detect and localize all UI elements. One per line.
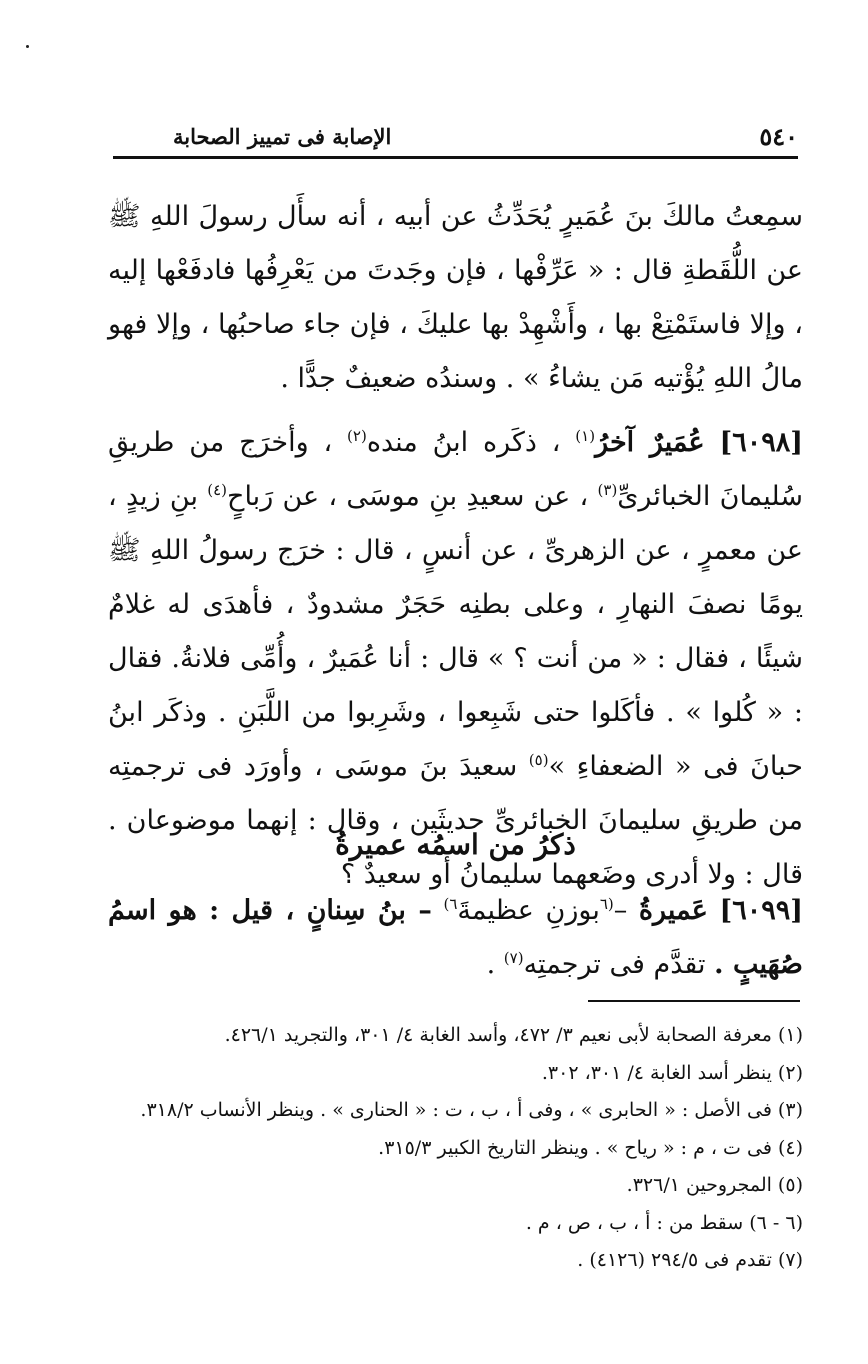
text-span: الخبائرىِّ: [617, 481, 711, 512]
entry-number: [٦٠٩٩]: [719, 895, 804, 926]
header-rule: [113, 156, 798, 159]
entry-name: عُمَيرٌ آخرُ: [595, 427, 705, 458]
footnote-ref[interactable]: (٦: [599, 895, 614, 913]
text-line: بها عليكَ ، فإن جاء صاحبُها ، وإلا فهو مالُ اللهِ يُؤْتيه مَن يشاءُ » . وسندُه: [108, 309, 803, 394]
text-line: قال : « عَرِّفْها ، فإن وجَدتَ من يَعْرِفُها فادفَعْها إليه ، وإلا فاستَمْتِعْ بها ، وأَشْهِدْ: [108, 255, 803, 340]
footnote-ref[interactable]: (٣): [597, 481, 618, 499]
text-span: وأُمِّى فلانةُ. فقال : « كُلوا » . فأكَلوا حتى شَبِعوا ، وشَرِبوا من اللَّبَنِ . وذكَر ابنُ: [108, 643, 803, 728]
text-span: حَجَرٌ مشدودٌ ، فأهدَى له غلامٌ شيئًا ، فقال : « من أنت ؟ » قال : أنا عُمَيرٌ ،: [108, 589, 804, 674]
footnote-2: (٢) ينظر أسد الغابة ٤/ ٣٠١، ٣٠٢.: [541, 1061, 803, 1084]
text-span: سعيدَ بنَ موسَى ، وأورَد فى ترجمتِه من طريقِ سليمانَ: [108, 751, 803, 836]
text-span: ، وأخرَج من طريقِ سُليمانَ: [108, 427, 803, 512]
footnote-ref[interactable]: (١): [575, 427, 596, 445]
footnote-4: (٤) فى ت ، م : « رياح » . وينظر التاريخ الكبير ٣١٥/٣.: [378, 1136, 803, 1159]
entry-6099: [108, 884, 803, 992]
text-span: ، عن سعيدِ بنِ موسَى ، عن رَباحٍ: [227, 481, 589, 512]
running-title: الإصابة فى تمييز الصحابة: [173, 123, 392, 149]
footnote-ref[interactable]: (٧): [503, 949, 524, 967]
main-text: [108, 190, 803, 902]
text-line: ضعيفٌ جدًّا .: [280, 363, 417, 394]
text-span: الزهرىِّ ، عن أنسٍ ، قال : خرَج رسولُ اللهِ ﷺ يومًا نصفَ النهارِ ، وعلى بطنِه: [108, 535, 803, 620]
text-span: ، ذكَره ابنُ منده: [366, 427, 561, 458]
text-span: – بنُ سِنانٍ ، قيل : هو اسمُ صُهَيبٍ .: [108, 895, 803, 980]
text-span: –: [613, 895, 628, 926]
text-span: بوزنِ عظيمةَ: [457, 895, 600, 926]
section-heading: ذكرُ من اسمُه عميرةُ: [335, 828, 576, 861]
footnote-ref[interactable]: ٦): [443, 895, 458, 913]
text-span: بنِ زيدٍ ، عن معمرٍ ، عن: [108, 481, 803, 566]
footnote-ref[interactable]: (٥): [528, 751, 549, 769]
entry-number: [٦٠٩٨]: [719, 427, 804, 458]
text-span: .: [486, 949, 496, 980]
text-span: حبانَ فى « الضعفاءِ »: [548, 751, 803, 782]
text-span: تقدَّم فى ترجمتِه: [523, 949, 706, 980]
text-span: الخبائرىِّ حديثَين ، وقال : إنهما موضوعان . قال : ولا أدرى وضَعهما سليمانُ: [108, 805, 803, 890]
footnote-separator: [588, 1000, 800, 1002]
paragraph-continuation: [108, 190, 803, 406]
footnotes: [108, 1017, 803, 1280]
entry-name: عَميرةُ: [638, 895, 708, 926]
footnote-ref[interactable]: (٢): [347, 427, 367, 445]
footnote-7: (٧) تقدم فى ٢٩٤/٥ (٤١٢٦) .: [577, 1249, 803, 1271]
text-line: سمِعتُ مالكَ بنَ عُمَيرٍ يُحَدِّثُ عن أبيه ، أنه سأَل رسولَ اللهِ ﷺ عن اللُّقَطةِ: [108, 201, 803, 286]
footnote-1: (١) معرفة الصحابة لأبى نعيم ٣/ ٤٧٢، وأسد الغابة ٤/ ٣٠١، والتجريد ٤٢٦/١.: [224, 1024, 803, 1046]
footnote-ref[interactable]: (٤): [207, 481, 228, 499]
page-number: ٥٤٠: [759, 121, 798, 151]
scan-speck: [26, 45, 29, 48]
footnote-6: (٦ - ٦) سقط من : أ ، ب ، ص ، م .: [525, 1211, 803, 1234]
footnote-3: (٣) فى الأصل : « الحابرى » ، وفى أ ، ب ، ت : « الحنارى » . وينظر الأنساب ٣١٨/٢.: [140, 1099, 803, 1121]
page-header: [113, 118, 798, 154]
footnote-5: (٥) المجروحين ٣٢٦/١.: [626, 1174, 803, 1196]
text-span: أو سعيدٌ ؟: [340, 859, 451, 890]
